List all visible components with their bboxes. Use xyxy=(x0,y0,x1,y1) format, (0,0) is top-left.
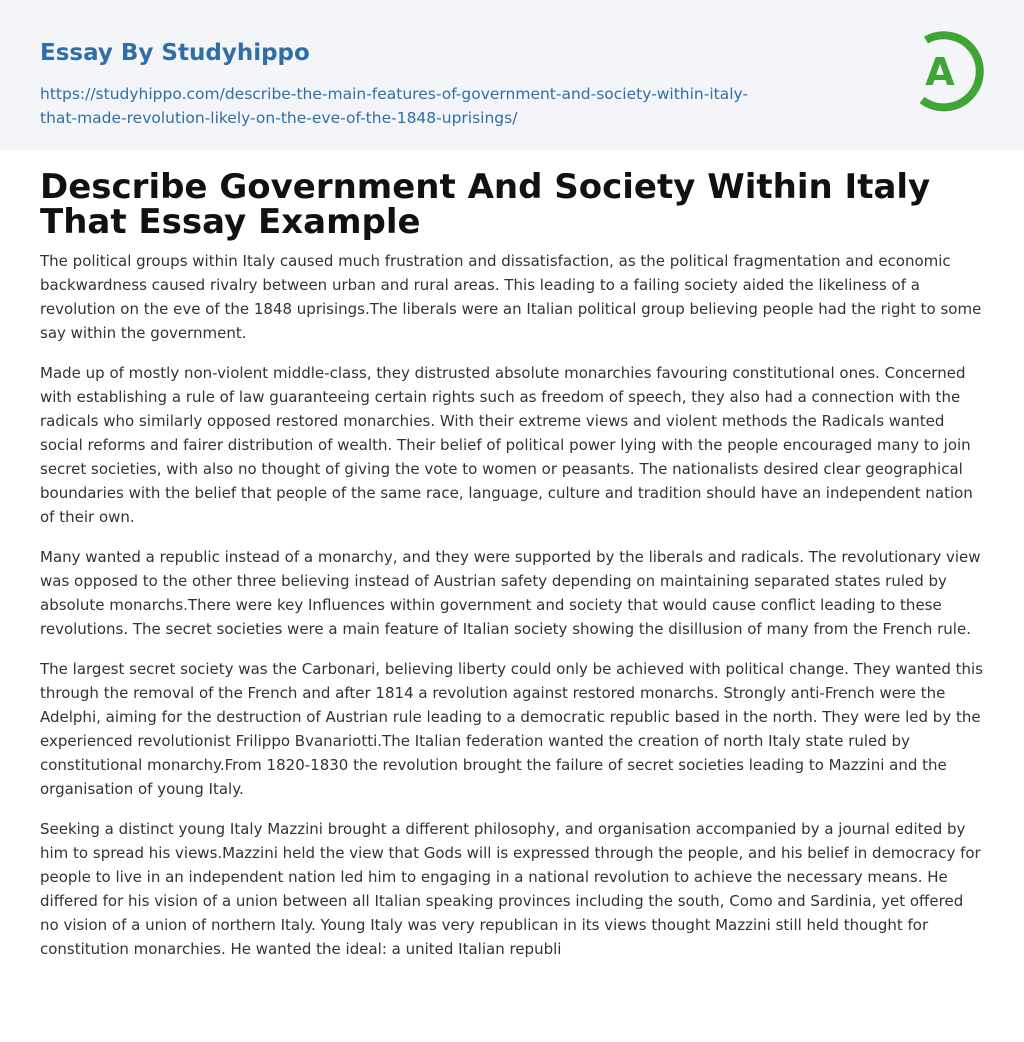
site-header xyxy=(0,0,1024,150)
article-title: Describe Government And Society Within Italy That Essay Example xyxy=(40,167,931,242)
logo-letter: A xyxy=(925,50,955,94)
source-url-link[interactable] xyxy=(40,82,840,130)
paragraph: Many wanted a republic instead of a monarchy, and they were supported by the liberals and radicals. The revolutionary view was opposed to the other three believing instead of Austrian safety depending on maintaining separated states ruled by absolute monarchs.There were key Influences within government and society that would cause conflict leading to these revolutions. The secret societies were a main feature of Italian society showing the disillusion of many from the French rule. xyxy=(40,548,981,638)
studyhippo-logo-icon[interactable] xyxy=(910,28,988,118)
paragraph: The political groups within Italy caused much frustration and dissatisfaction, as the political fragmentation and economic backwardness caused rivalry between urban and rural areas. This leading to a failing society aided the likeliness of a revolution on the eve of the 1848 uprisings.The liberals were an Italian political group believing people had the right to some say within the government. xyxy=(40,252,982,342)
paragraph: The largest secret society was the Carbonari, believing liberty could only be achieved with political change. They wanted this through the removal of the French and after 1814 a revolution against restored monarchs. Strongly anti-French were the Adelphi, aiming for the destruction of Austrian rule leading to a democratic republic based in the north. They were led by the experienced revolutionist Frilippo Bvanariotti.The Italian federation wanted the creation of north Italy state ruled by constitutional monarchy.From 1820-1830 the revolution brought the failure of secret societies leading to Mazzini and the organisation of young Italy. xyxy=(40,660,983,798)
paragraph: Made up of mostly non-violent middle-class, they distrusted absolute monarchies favouring constitutional ones. Concerned with establishing a rule of law guaranteeing certain rights such as freedom of speech, they also had a connection with the radicals who similarly opposed restored monarchies. With their extreme views and violent methods the Radicals wanted social reforms and fairer distribution of wealth. Their belief of political power lying with the people encouraged many to join secret societies, with also no thought of giving the vote to women or peasants. The nationalists desired clear geographical boundaries with the belief that people of the same race, language, culture and tradition should have an independent nation of their own. xyxy=(40,364,973,526)
brand-title[interactable]: Essay By Studyhippo xyxy=(40,40,310,66)
source-url-line-2: that-made-revolution-likely-on-the-eve-of-the-1848-uprisings/ xyxy=(40,109,518,127)
article-body xyxy=(40,249,986,987)
paragraph: Seeking a distinct young Italy Mazzini brought a different philosophy, and organisation accompanied by a journal edited by him to spread his views.Mazzini held the view that Gods will is expressed through the people, and his belief in democracy for people to live in an independent nation led him to engaging in a national revolution to achieve the necessary means. He differed for his vision of a union between all Italian speaking provinces including the south, Como and Sardinia, yet offered no vision of a union of northern Italy. Young Italy was very republican in its views thought Mazzini still held thought for constitution monarchies. He wanted the ideal: a united Italian republi xyxy=(40,820,981,958)
source-url-line-1: https://studyhippo.com/describe-the-main-features-of-government-and-society-within-italy- xyxy=(40,85,749,103)
